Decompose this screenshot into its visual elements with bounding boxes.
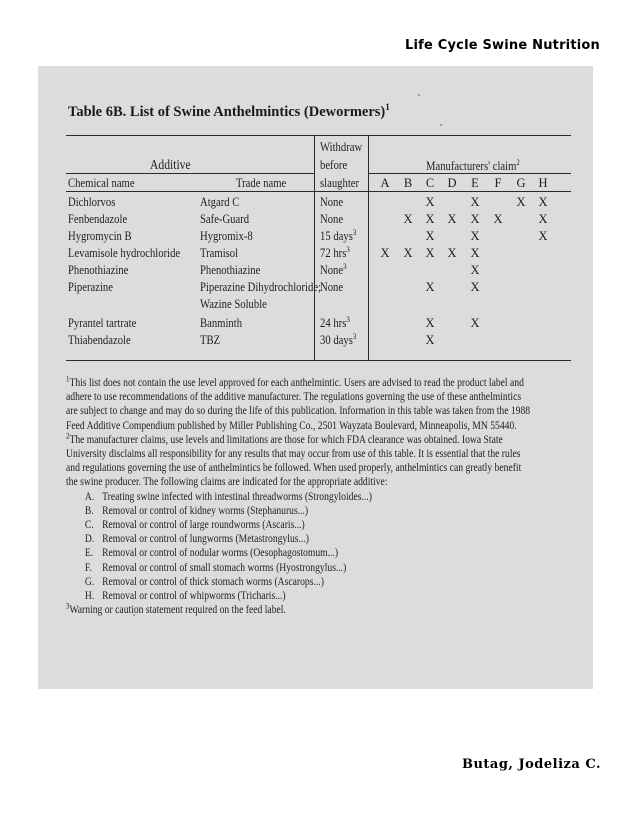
- withdraw-cell: [320, 316, 350, 330]
- claim-item: [85, 561, 530, 575]
- claims-header-footnote: 2: [516, 157, 520, 167]
- claim-mark-b: X: [403, 246, 413, 260]
- claim-item-text: Removal or control of nodular worms (Oesophagostomum...): [102, 547, 339, 560]
- claim-item-letter: A.: [84, 490, 95, 503]
- scan-speck: [440, 124, 442, 126]
- scanned-table-image: [38, 66, 593, 689]
- withdraw-cell: [320, 263, 347, 277]
- claim-mark-d: X: [447, 212, 457, 226]
- claim-letter-header-d: D: [447, 176, 457, 190]
- claim-item-text: Removal or control of kidney worms (Stephanurus...): [102, 504, 309, 517]
- claim-item-letter: D.: [84, 533, 95, 546]
- claims-underline: [368, 173, 571, 174]
- header-bottom-rule: [66, 191, 571, 192]
- claim-item: [85, 575, 530, 589]
- claim-item-letter: E.: [84, 547, 94, 560]
- additive-header: Additive: [150, 157, 191, 172]
- footer-author: Butag, Jodeliza C.: [461, 757, 601, 772]
- trade-name-cell-line2: Wazine Soluble: [200, 297, 267, 311]
- claim-mark-e: X: [470, 212, 480, 226]
- claim-item: [85, 546, 530, 560]
- footnote-2-text: The manufacturer claims, use levels and limitations are those for which FDA clearance was obtained. Iowa State University disclaims all responsibility for any results that may occur from use of this table. It is essential that the rules and regulations governing the use of anthelmintics be followed. When used properly, anthelmintics can greatly benefit the swine producer. The following claims are indicated for the appropriate additive:: [66, 433, 522, 489]
- withdraw-footnote: 3: [346, 244, 350, 254]
- footnote-1: [66, 376, 530, 433]
- withdraw-footnote: 3: [352, 227, 357, 237]
- claim-item-text: Removal or control of thick stomach worms (Ascarops...): [102, 575, 324, 588]
- claim-item-letter: G.: [84, 575, 95, 588]
- footnote-3-text: Warning or caution statement required on the feed label.: [69, 604, 286, 617]
- withdraw-footnote: 3: [352, 331, 357, 341]
- withdraw-footnote: 3: [343, 261, 347, 271]
- claim-mark-f: X: [493, 212, 503, 226]
- chemical-name-cell: Dichlorvos: [68, 195, 116, 209]
- claim-mark-e: X: [470, 316, 480, 330]
- footnote-3: [66, 603, 530, 617]
- chemical-name-cell: Piperazine: [68, 280, 113, 294]
- withdraw-header-line2: before: [320, 158, 348, 172]
- withdraw-left-rule: [314, 135, 315, 360]
- claim-item-text: Treating swine infected with intestinal threadworms (Strongyloides...): [102, 490, 372, 503]
- claim-mark-e: X: [470, 195, 480, 209]
- claim-item-letter: C.: [84, 519, 94, 532]
- claims-header: [426, 159, 520, 173]
- trade-name-cell: Atgard C: [200, 195, 240, 209]
- claim-mark-b: X: [403, 212, 413, 226]
- trade-name-header: Trade name: [236, 176, 287, 190]
- trade-name-cell: TBZ: [200, 333, 221, 347]
- footnote-2: [66, 433, 530, 490]
- withdraw-value: None: [320, 212, 344, 226]
- withdraw-value: 30 days: [320, 333, 353, 347]
- trade-name-cell: Safe-Guard: [200, 212, 250, 226]
- claim-mark-c: X: [425, 280, 435, 294]
- table-footnotes: [66, 376, 530, 617]
- claim-mark-a: X: [380, 246, 390, 260]
- claim-item-text: Removal or control of small stomach worms (Hyostrongylus...): [102, 561, 347, 574]
- claim-letter-header-e: E: [471, 176, 479, 190]
- claim-mark-c: X: [425, 316, 435, 330]
- claim-item-letter: B.: [84, 504, 94, 517]
- claims-list: [85, 490, 530, 604]
- claim-mark-c: X: [425, 229, 435, 243]
- claim-mark-e: X: [470, 229, 480, 243]
- claim-letter-header-a: A: [380, 176, 390, 190]
- claim-mark-h: X: [538, 229, 548, 243]
- claim-item: [85, 518, 530, 532]
- claim-mark-c: X: [425, 212, 435, 226]
- withdraw-cell: [320, 246, 350, 260]
- claim-item-letter: H.: [84, 590, 95, 603]
- withdraw-cell: [320, 333, 356, 347]
- chemical-name-cell: Pyrantel tartrate: [68, 316, 137, 330]
- withdraw-cell: [320, 229, 356, 243]
- table-title: [68, 102, 390, 121]
- page-header-title: Life Cycle Swine Nutrition: [405, 38, 600, 53]
- chemical-name-cell: Hygromycin B: [68, 229, 132, 243]
- claim-mark-c: X: [425, 246, 435, 260]
- withdraw-cell: [320, 212, 343, 226]
- footnote-1-text: This list does not contain the use level approved for each anthelmintic. Users are advised to read the product label and adhere to use recommendations of the additive manufacturer. The regulations governing the use of these anthelmintics are subject to change and may do so during the life of this publication. Information in this table was taken from the 1988 Feed Additive Compendium published by Miller Publishing Co., 2501 Wayzata Boulevard, Minneapolis, MN 55440.: [66, 377, 531, 432]
- chemical-name-cell: Phenothiazine: [68, 263, 129, 277]
- footnote-1-marker: 1: [66, 374, 70, 384]
- claim-letter-header-b: B: [403, 176, 413, 190]
- claim-mark-h: X: [538, 195, 548, 209]
- trade-name-cell: Hygromix-8: [200, 229, 253, 243]
- withdraw-cell: [320, 280, 343, 294]
- claim-mark-c: X: [425, 333, 435, 347]
- claim-letter-header-g: G: [516, 176, 526, 190]
- withdraw-value: 24 hrs: [320, 316, 347, 330]
- claim-letter-header-h: H: [538, 176, 548, 190]
- withdraw-header-line1: Withdraw: [320, 140, 363, 154]
- claim-item-letter: F.: [84, 561, 92, 574]
- withdraw-value: None: [320, 195, 344, 209]
- withdraw-value: 72 hrs: [320, 246, 347, 260]
- trade-name-cell: Tramisol: [200, 246, 239, 260]
- table-title-footnote: 1: [385, 102, 390, 112]
- additive-underline: [66, 173, 314, 174]
- scan-speck: [418, 94, 420, 96]
- claim-mark-e: X: [470, 246, 480, 260]
- claim-mark-d: X: [447, 246, 457, 260]
- table-title-text: Table 6B. List of Swine Anthelmintics (Dewormers): [68, 103, 386, 120]
- footnote-3-marker: 3: [66, 601, 70, 611]
- chemical-name-cell: Fenbendazole: [68, 212, 128, 226]
- chemical-name-cell: Levamisole hydrochloride: [68, 246, 181, 260]
- chemical-name-cell: Thiabendazole: [68, 333, 131, 347]
- claims-header-text: Manufacturers' claim: [426, 159, 517, 173]
- claim-item: [85, 589, 530, 603]
- withdraw-value: 15 days: [320, 229, 353, 243]
- claim-letter-header-c: C: [425, 176, 435, 190]
- claim-item: [85, 532, 530, 546]
- claim-mark-h: X: [538, 212, 548, 226]
- claim-item-text: Removal or control of large roundworms (Ascaris...): [102, 519, 305, 532]
- claim-mark-g: X: [516, 195, 526, 209]
- claim-mark-e: X: [470, 280, 480, 294]
- withdraw-value: None: [320, 263, 344, 277]
- trade-name-cell: Phenothiazine: [200, 263, 261, 277]
- withdraw-right-rule: [368, 135, 369, 360]
- trade-name-cell: Banminth: [200, 316, 243, 330]
- table-top-rule: [66, 135, 571, 136]
- withdraw-header-line3: slaughter: [320, 176, 360, 190]
- withdraw-footnote: 3: [346, 314, 350, 324]
- footnote-2-marker: 2: [66, 431, 70, 441]
- claim-mark-c: X: [425, 195, 435, 209]
- claim-letter-header-f: F: [494, 176, 502, 190]
- claim-item: [85, 490, 530, 504]
- claim-item-text: Removal or control of whipworms (Tricharis...): [102, 590, 286, 603]
- chemical-name-header: Chemical name: [68, 176, 135, 190]
- table-bottom-rule: [66, 360, 571, 361]
- withdraw-value: None: [320, 280, 344, 294]
- claim-mark-e: X: [470, 263, 480, 277]
- trade-name-cell: Piperazine Dihydrochloride;: [200, 280, 322, 294]
- claim-item: [85, 504, 530, 518]
- withdraw-cell: [320, 195, 343, 209]
- claim-item-text: Removal or control of lungworms (Metastrongylus...): [102, 533, 309, 546]
